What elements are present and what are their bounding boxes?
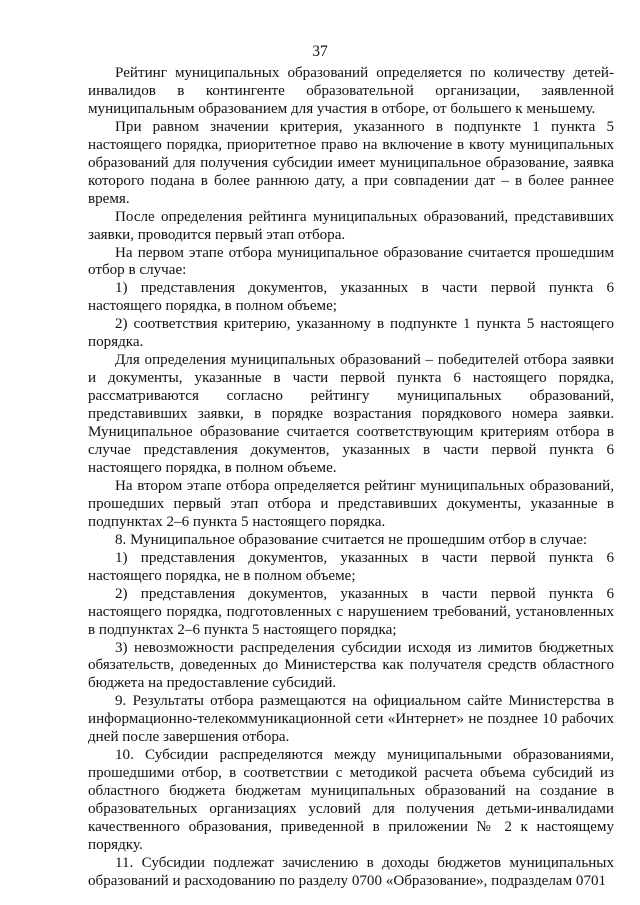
paragraph: 10. Субсидии распределяются между муниципальными образованиями, прошедшими отбор, в соответствии с методикой расчета объема субсидий из областного бюджета бюджетам муниципальных образований на создание в образовательных организациях условий для получения детьми-инвалидами качественного образования, приведенной в приложении № 2 к настоящему порядку. xyxy=(88,747,614,853)
document-body xyxy=(88,65,614,891)
paragraph: 3) невозможности распределения субсидии исходя из лимитов бюджетных обязательств, доведенных до Министерства как получателя средств областного бюджета на предоставление субсидий. xyxy=(88,639,614,692)
paragraph: После определения рейтинга муниципальных образований, представивших заявки, проводится первый этап отбора. xyxy=(88,208,614,243)
paragraph: 2) соответствия критерию, указанному в подпункте 1 пункта 5 настоящего порядка. xyxy=(88,316,614,351)
paragraph: На первом этапе отбора муниципальное образование считается прошедшим отбор в случае: xyxy=(88,244,614,279)
paragraph: 11. Субсидии подлежат зачислению в доходы бюджетов муниципальных образований и расходованию по разделу 0700 «Образование», подразделам 0701 xyxy=(88,854,614,889)
page-number: 37 xyxy=(312,43,328,60)
paragraph: При равном значении критерия, указанного в подпункте 1 пункта 5 настоящего порядка, приоритетное право на включение в квоту муниципальных образований для получения субсидии имеет муниципальное образование, заявка которого подана в более раннюю дату, а при совпадении дат – в более раннее время. xyxy=(88,118,614,207)
paragraph: Рейтинг муниципальных образований определяется по количеству детей-инвалидов в контингенте образовательной организации, заявленной муниципальным образованием для участия в отборе, от большего к меньшему. xyxy=(88,65,614,117)
paragraph: 1) представления документов, указанных в части первой пункта 6 настоящего порядка, в полном объеме; xyxy=(88,280,614,315)
paragraph: Для определения муниципальных образований – победителей отбора заявки и документы, указанные в части первой пункта 6 настоящего порядка, рассматриваются согласно рейтингу муниципальных образований, представивших заявки, в порядке возрастания порядкового номера заявки. Муниципальное образование считается соответствующим критериям отбора в случае представления документов, указанных в части первой пункта 6 настоящего порядка, в полном объеме. xyxy=(88,352,614,476)
paragraph: 9. Результаты отбора размещаются на официальном сайте Министерства в информационно-телекоммуникационной сети «Интернет» не позднее 10 рабочих дней после завершения отбора. xyxy=(88,693,614,746)
paragraph: 1) представления документов, указанных в части первой пункта 6 настоящего порядка, не в полном объеме; xyxy=(88,549,614,584)
paragraph: 8. Муниципальное образование считается не прошедшим отбор в случае: xyxy=(115,531,588,548)
paragraph: На втором этапе отбора определяется рейтинг муниципальных образований, прошедших первый этап отбора и представивших документы, указанные в подпунктах 2–6 пункта 5 настоящего порядка. xyxy=(88,477,614,530)
paragraph: 2) представления документов, указанных в части первой пункта 6 настоящего порядка, подготовленных с нарушением требований, установленных в подпунктах 2–6 пункта 5 настоящего порядка; xyxy=(88,585,614,638)
